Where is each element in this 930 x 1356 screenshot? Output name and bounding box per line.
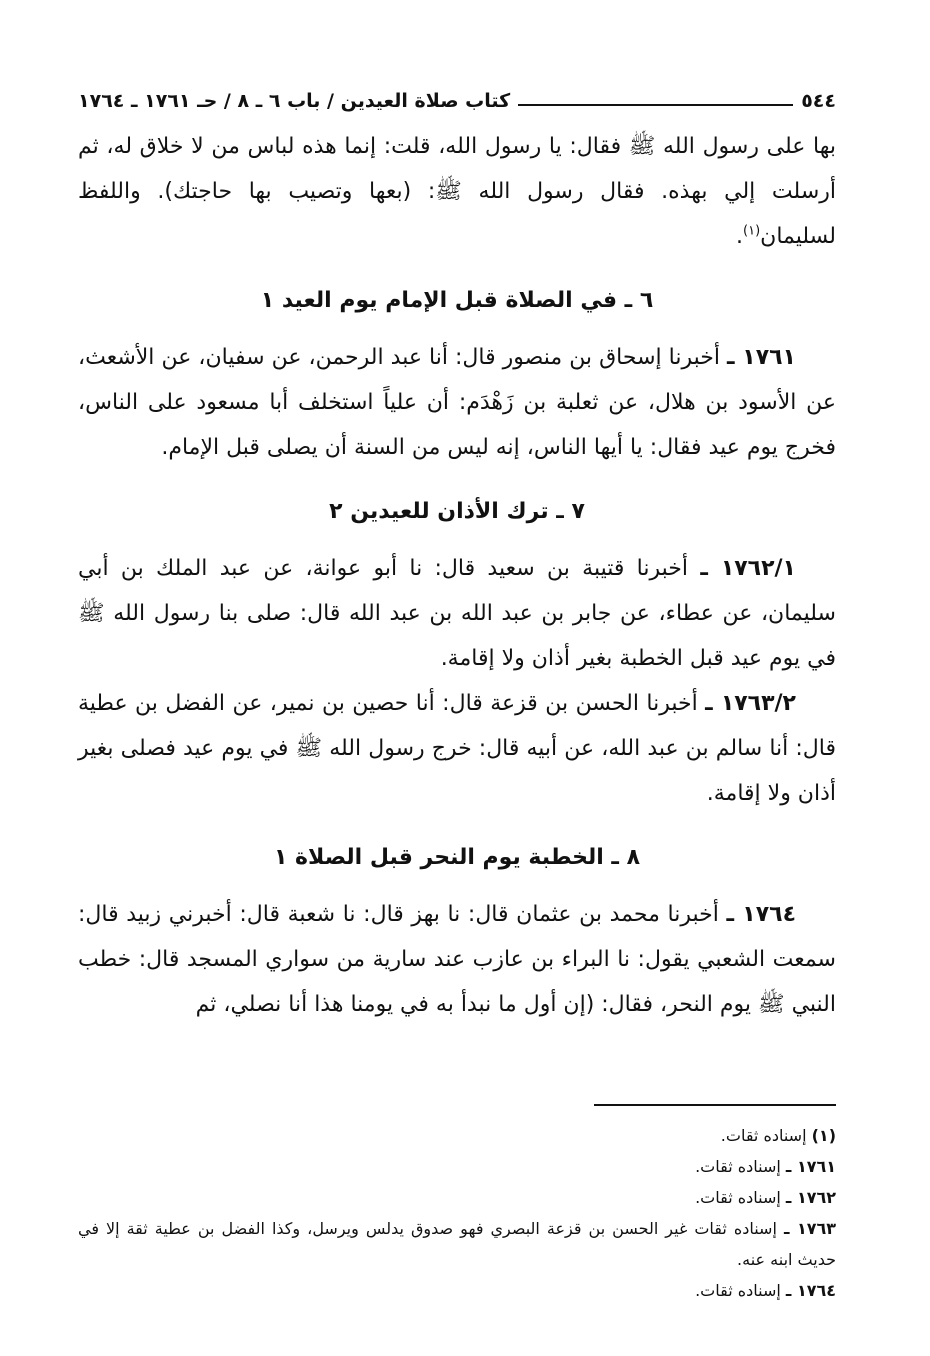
- footnote: [78, 1151, 836, 1182]
- continuation-end: .: [736, 224, 744, 249]
- footnote-number: ١٧٦٤ ـ: [785, 1281, 836, 1300]
- hadith-number: ١٧٦٢/١ ـ: [700, 556, 796, 581]
- footnote-text: إسناده ثقات.: [695, 1281, 781, 1300]
- hadith-1764: [78, 892, 836, 1027]
- footnote: [78, 1120, 836, 1151]
- footnote-text: إسناده ثقات.: [720, 1126, 807, 1145]
- footnote-number: ١٧٦٢ ـ: [785, 1188, 836, 1207]
- hadith-text: أخبرنا الحسن بن قزعة قال: أنا حصين بن نمير، عن الفضل بن عطية قال: أنا سالم بن عبد الله، عن أبيه قال: خرج رسول الله ﷺ في يوم عيد فصلى بغير أذان ولا إقامة.: [78, 691, 836, 806]
- footnote: [78, 1182, 836, 1213]
- page-number: ٥٤٤: [801, 90, 836, 112]
- footnote-text: إسناده ثقات.: [695, 1157, 781, 1176]
- hadith-1763: [78, 681, 836, 816]
- chapter-heading-7: ٧ ـ ترك الأذان للعيدين ٢: [329, 499, 585, 524]
- footnote-rule: [594, 1104, 836, 1106]
- hadith-text: أخبرنا محمد بن عثمان قال: نا بهز قال: نا شعبة قال: أخبرني زبيد قال: سمعت الشعبي يقول: نا البراء بن عازب عند سارية من سواري المسجد قال: خطب النبي ﷺ يوم النحر، فقال: (إن أول ما نبدأ به في يومنا هذا أنا نصلي، ثم: [78, 902, 836, 1017]
- continuation-paragraph: [78, 124, 836, 259]
- chapter-heading-8: ٨ ـ الخطبة يوم النحر قبل الصلاة ١: [273, 845, 641, 870]
- main-text: [78, 124, 836, 1027]
- hadith-number: ١٧٦٤ ـ: [726, 902, 797, 927]
- hadith-number: ١٧٦١ ـ: [727, 345, 796, 370]
- hadith-1761: [78, 335, 836, 470]
- hadith-1762: [78, 546, 836, 681]
- footnote-number: ١٧٦٣ ـ: [783, 1219, 836, 1238]
- footnotes-section: [78, 1104, 836, 1306]
- header-rule: [518, 104, 793, 106]
- running-title: كتاب صلاة العيدين / باب ٦ ـ ٨ / حـ ١٧٦١ ـ ١٧٦٤: [78, 90, 511, 112]
- footnote-number: (١): [811, 1126, 836, 1145]
- footnote-text: إسناده ثقات.: [695, 1188, 781, 1207]
- footnote: [78, 1213, 836, 1275]
- continuation-text: بها على رسول الله ﷺ فقال: يا رسول الله، قلت: إنما هذه لباس من لا خلاق له، ثم أرسلت إلي بهذه. فقال رسول الله ﷺ: (بعها وتصيب بها حاجتك). واللفظ لسليمان: [78, 134, 836, 249]
- hadith-number: ١٧٦٣/٢ ـ: [705, 691, 796, 716]
- footnote-number: ١٧٦١ ـ: [785, 1157, 836, 1176]
- hadith-text: أخبرنا إسحاق بن منصور قال: أنا عبد الرحمن، عن سفيان، عن الأشعث، عن الأسود بن هلال، عن ثعلبة بن زَهْدَم: أن علياً استخلف أبا مسعود على الناس، فخرج يوم عيد فقال: يا أيها الناس، إنه ليس من السنة أن يصلى قبل الإمام.: [78, 345, 836, 460]
- footnote: [78, 1275, 836, 1306]
- page-header: [78, 84, 836, 118]
- chapter-heading-6: ٦ ـ في الصلاة قبل الإمام يوم العيد ١: [260, 288, 654, 313]
- hadith-text: أخبرنا قتيبة بن سعيد قال: نا أبو عوانة، عن عبد الملك بن أبي سليمان، عن عطاء، عن جابر بن عبد الله بن عبد الله قال: صلى بنا رسول الله ﷺ في يوم عيد قبل الخطبة بغير أذان ولا إقامة.: [78, 556, 836, 671]
- footnote-text: إسناده ثقات غير الحسن بن قزعة البصري فهو صدوق يدلس ويرسل، وكذا الفضل بن عطية ثقة إلا في حديث ابنه عنه.: [78, 1219, 836, 1269]
- footnote-ref: (١): [743, 223, 761, 239]
